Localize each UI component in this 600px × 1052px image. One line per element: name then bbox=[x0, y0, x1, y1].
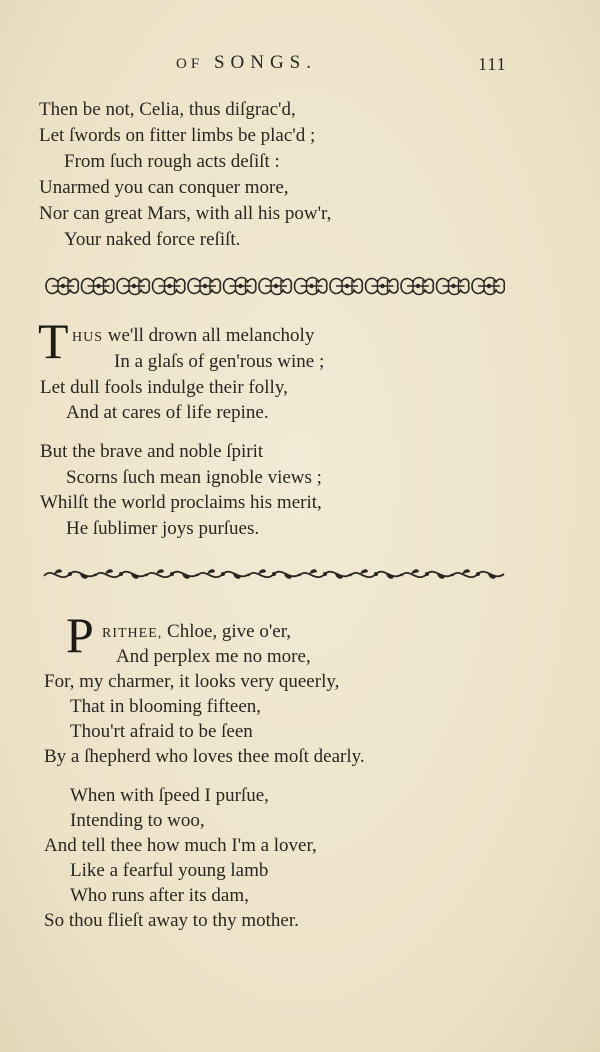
vine-unit bbox=[401, 569, 453, 579]
song1-line-2: Let ſwords on fitter limbs be plac'd ; bbox=[39, 125, 316, 146]
song3-line-3: For, my charmer, it looks very queerly, bbox=[44, 671, 340, 692]
fleuron-unit bbox=[82, 278, 114, 295]
song1-line-4: Unarmed you can conquer more, bbox=[39, 177, 289, 198]
vine-unit bbox=[44, 569, 96, 579]
song3-line-1 bbox=[102, 620, 291, 646]
song3-smallcaps: RITHEE, bbox=[102, 626, 163, 641]
running-head-songs: SONGS. bbox=[213, 52, 317, 73]
running-head-of: OF bbox=[176, 56, 204, 72]
song3-line-4: That in blooming fifteen, bbox=[70, 696, 262, 717]
fleuron-unit bbox=[401, 278, 433, 295]
vine-unit bbox=[197, 569, 249, 579]
song1-line-3: From ſuch rough acts deſiſt : bbox=[64, 151, 280, 172]
song2-line-7: Whilſt the world proclaims his merit, bbox=[40, 492, 322, 513]
vine-unit bbox=[95, 569, 147, 579]
fleuron-unit bbox=[472, 278, 504, 295]
song1-line-6: Your naked force reſiſt. bbox=[64, 229, 241, 250]
running-header bbox=[0, 52, 600, 82]
song2-dropcap: T bbox=[38, 313, 69, 369]
fleuron-unit bbox=[188, 278, 220, 295]
fleuron-ornament-band bbox=[40, 272, 505, 300]
song2-line-3: Let dull fools indulge their folly, bbox=[40, 377, 288, 398]
page-number: 111 bbox=[478, 54, 507, 74]
song3-line-8: Intending to woo, bbox=[70, 810, 205, 831]
fleuron-unit bbox=[366, 278, 398, 295]
vine-unit bbox=[452, 569, 504, 579]
song3-line-11: Who runs after its dam, bbox=[70, 885, 249, 906]
fleuron-unit bbox=[437, 278, 469, 295]
vine-ornament-band bbox=[40, 562, 505, 586]
song2-line-1-text: we'll drown all melancholy bbox=[103, 325, 315, 346]
song3-line-9: And tell thee how much I'm a lover, bbox=[44, 835, 317, 856]
fleuron-unit bbox=[259, 278, 291, 295]
vine-unit bbox=[350, 569, 402, 579]
vine-unit bbox=[248, 569, 300, 579]
song2-line-5: But the brave and noble ſpirit bbox=[40, 441, 264, 462]
song2-line-6: Scorns ſuch mean ignoble views ; bbox=[66, 467, 322, 488]
fleuron-unit bbox=[330, 278, 362, 295]
song3-line-7: When with ſpeed I purſue, bbox=[70, 785, 269, 806]
song2-line-2: In a glaſs of gen'rous wine ; bbox=[114, 351, 325, 372]
fleuron-unit bbox=[153, 278, 185, 295]
vine-unit bbox=[146, 569, 198, 579]
song1-line-5: Nor can great Mars, with all his pow'r, bbox=[39, 203, 332, 224]
song1-line-1: Then be not, Celia, thus diſgrac'd, bbox=[39, 99, 296, 120]
song3-line-6: By a ſhepherd who loves thee moſt dearly. bbox=[44, 746, 365, 767]
vine-unit bbox=[299, 569, 351, 579]
song3-line-10: Like a fearful young lamb bbox=[70, 860, 269, 881]
song3-line-12: So thou flieſt away to thy mother. bbox=[44, 910, 299, 931]
fleuron-unit bbox=[224, 278, 256, 295]
song2-line-8: He ſublimer joys purſues. bbox=[66, 518, 260, 539]
fleuron-unit bbox=[46, 278, 78, 295]
song3-line-5: Thou'rt afraid to be ſeen bbox=[70, 721, 253, 742]
running-head-title bbox=[176, 52, 317, 74]
fleuron-unit bbox=[295, 278, 327, 295]
song3-line-1-text: Chloe, give o'er, bbox=[162, 621, 292, 642]
song2-line-4: And at cares of life repine. bbox=[66, 402, 269, 423]
song3-dropcap: P bbox=[66, 607, 94, 663]
song3-line-2: And perplex me no more, bbox=[116, 646, 311, 667]
song2-line-1 bbox=[72, 324, 314, 350]
song2-smallcaps: HUS bbox=[72, 330, 104, 345]
fleuron-unit bbox=[117, 278, 149, 295]
